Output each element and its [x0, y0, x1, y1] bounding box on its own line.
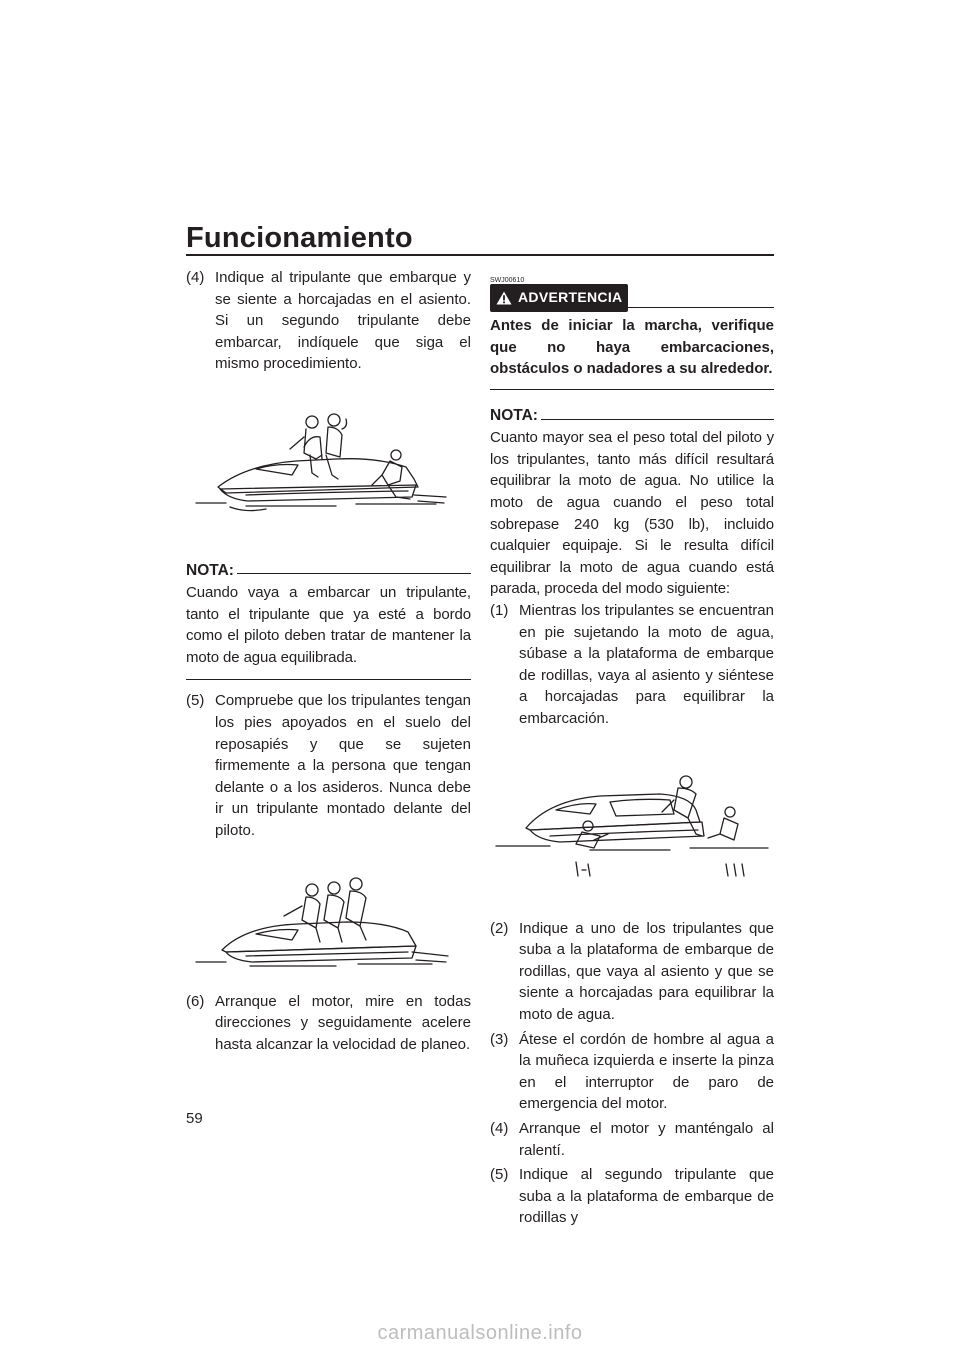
warning-label: ADVERTENCIA	[518, 289, 623, 306]
step-number: (5)	[490, 1166, 509, 1184]
step-number: (1)	[490, 602, 509, 620]
warning-code: SWJ00610	[490, 277, 525, 284]
page-title: Funcionamiento	[186, 222, 413, 254]
step-number: (4)	[186, 269, 205, 286]
step-1-balance	[490, 600, 774, 730]
step-text: Átese el cordón de hombre al agua a la muñeca izquierda e inserte la pinza en el interruptor de paro de emergencia del motor.	[519, 1030, 774, 1113]
right-column	[490, 276, 774, 1229]
step-number: (6)	[186, 992, 205, 1010]
warning-heading	[490, 286, 774, 310]
warning-badge	[490, 284, 628, 312]
step-text: Compruebe que los tripulantes tengan los pies apoyados en el suelo del reposapiés y que se sujeten firmemente a la persona que tengan delante o a los asideros. Nunca debe ir un tripulante montado delante del piloto.	[215, 692, 471, 839]
step-2-second-passenger	[490, 918, 774, 1026]
left-column	[186, 267, 471, 1055]
step-text: Arranque el motor y manténgalo al ralentí.	[519, 1119, 774, 1159]
three-riders-illustration	[186, 842, 471, 991]
warning-text: Antes de iniciar la marcha, verifique que no haya embarcaciones, obstáculos o nadadores a su alrededor.	[490, 317, 774, 378]
step-text: Indique a uno de los tripulantes que suba a la plataforma de embarque de rodillas, que vaya al asiento y que se siente a horcajadas para equilibrar la moto de agua.	[519, 919, 774, 1023]
title-rule	[186, 254, 774, 256]
passenger-boarding-illustration	[186, 375, 471, 560]
step-5-third-passenger	[490, 1164, 774, 1229]
step-4-start-engine	[490, 1118, 774, 1161]
step-4-boarding	[186, 267, 471, 375]
boarding-from-water-illustration	[490, 730, 774, 918]
note-rule	[541, 419, 774, 420]
step-number: (2)	[490, 919, 509, 937]
note-rule	[237, 573, 471, 574]
note-text: Cuanto mayor sea el peso total del piloto y los tripulantes, tanto más difícil resultará equilibrar la moto de agua. No utilice la moto de agua cuando el peso total sobrepase 240 kg (530 lb), incluido cualquier equipaje. Si le resulta difícil equilibrar la moto de agua cuando está parada, proceda del modo siguiente:	[490, 429, 774, 598]
page-number: 59	[186, 1110, 203, 1127]
note-heading	[186, 560, 471, 582]
warning-rule	[628, 307, 774, 308]
step-text: Mientras los tripulantes se encuentran en pie sujetando la moto de agua, súbase a la plataforma de embarque de rodillas, vaya al asiento y siéntese a horcajadas para equilibrar la embarcación.	[519, 602, 774, 727]
warning-end-rule	[490, 389, 774, 391]
step-5-passengers	[186, 690, 471, 841]
note-text: Cuando vaya a embarcar un tripulante, tanto el tripulante que ya esté a bordo como el piloto deben tratar de mantener la moto de agua equilibrada.	[186, 583, 471, 666]
note-end-rule	[186, 679, 471, 680]
note-heading	[490, 405, 774, 427]
warning-triangle-icon	[496, 291, 512, 305]
step-number: (4)	[490, 1119, 509, 1137]
step-text: Arranque el motor, mire en todas direcciones y seguidamente acelere hasta alcanzar la velocidad de planeo.	[215, 992, 471, 1053]
step-number: (5)	[186, 692, 205, 710]
step-3-lanyard	[490, 1029, 774, 1115]
note-label: NOTA:	[186, 562, 234, 580]
note-label: NOTA:	[490, 407, 538, 425]
step-number: (3)	[490, 1030, 509, 1048]
step-text: Indique al tripulante que embarque y se siente a horcajadas en el asiento. Si un segundo tripulante debe embarcar, indíquele que siga el mismo procedimiento.	[215, 269, 471, 373]
step-text: Indique al segundo tripulante que suba a la plataforma de embarque de rodillas y	[519, 1166, 774, 1227]
watermark-footer: carmanualsonline.info	[377, 1322, 583, 1344]
step-6-start	[186, 991, 471, 1056]
